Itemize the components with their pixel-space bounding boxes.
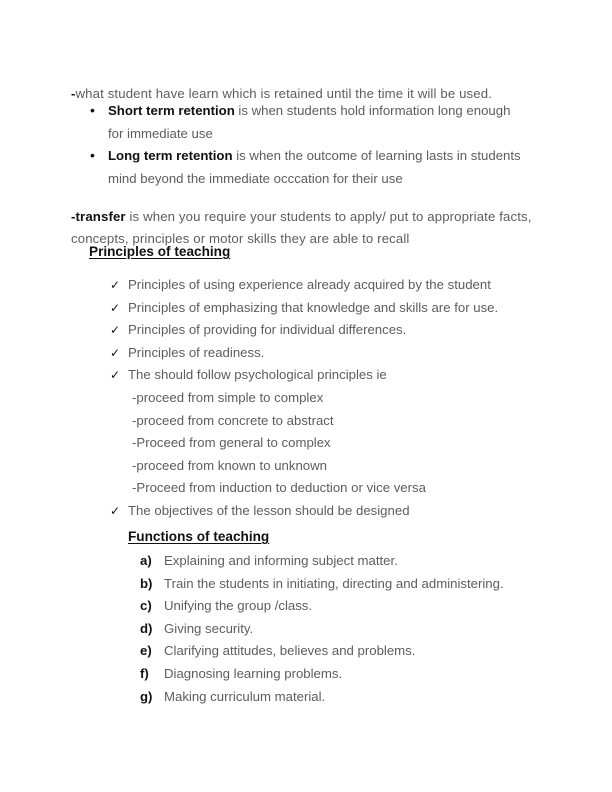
principle-text: Principles of using experience already acquired by the student	[128, 277, 491, 292]
list-item	[110, 319, 550, 342]
check-icon: ✓	[110, 368, 121, 383]
transfer-term: transfer	[75, 209, 126, 225]
list-item	[88, 100, 528, 145]
list-item	[140, 595, 540, 618]
retention-definition: is when the outcome of learning lasts in students mind beyond the immediate occcation for their use	[108, 148, 521, 186]
list-marker: g)	[140, 688, 153, 704]
function-text: Unifying the group /class.	[164, 598, 313, 614]
check-icon: ✓	[110, 300, 121, 315]
bullet-icon: •	[90, 102, 95, 118]
list-item	[110, 342, 550, 365]
retention-term: Short term retention	[108, 103, 235, 118]
principle-text: The objectives of the lesson should be designed	[128, 502, 410, 518]
function-text: Giving security.	[164, 620, 254, 636]
list-item	[110, 297, 550, 320]
list-item	[140, 618, 540, 641]
sub-list	[128, 387, 550, 500]
transfer-dash: -	[71, 209, 76, 225]
list-item	[140, 550, 540, 573]
intro-text: what student have learn which is retained until the time it will be used.	[75, 86, 493, 102]
transfer-text: is when you require your students to apply/ put to appropriate facts, concepts, principles or motor skills they are able to recall	[71, 209, 532, 247]
sub-list-item: -proceed from concrete to abstract	[132, 412, 334, 428]
sub-list-item: -proceed from simple to complex	[132, 389, 324, 405]
list-item	[110, 274, 550, 297]
list-item	[110, 364, 550, 500]
function-text: Clarifying attitudes, believes and problems.	[164, 643, 416, 659]
function-text: Train the students in initiating, directing and administering.	[164, 575, 504, 591]
list-item	[140, 573, 540, 596]
list-item	[140, 640, 540, 663]
bullet-icon: •	[90, 147, 95, 163]
list-marker: d)	[140, 620, 153, 636]
functions-of-teaching-heading: Functions of teaching	[128, 529, 270, 544]
retention-definition: is when students hold information long enough for immediate use	[108, 103, 511, 141]
retention-term: Long term retention	[108, 148, 233, 163]
sub-list-item: -Proceed from induction to deduction or vice versa	[132, 480, 426, 496]
sub-list-item: -proceed from known to unknown	[132, 457, 327, 473]
principles-of-teaching-heading: Principles of teaching	[89, 244, 231, 259]
list-marker: a)	[140, 553, 152, 568]
function-text: Diagnosing learning problems.	[164, 665, 343, 681]
retention-list	[88, 100, 528, 190]
list-item	[140, 686, 540, 709]
check-icon: ✓	[110, 323, 121, 338]
check-icon: ✓	[110, 503, 121, 518]
principle-text: Principles of readiness.	[128, 344, 265, 360]
intro-dash: -	[71, 86, 76, 102]
list-item	[88, 145, 528, 190]
principle-text: Principles of providing for individual differences.	[128, 322, 407, 338]
principles-list	[110, 274, 550, 523]
sub-list-item: -Proceed from general to complex	[132, 435, 331, 451]
function-text: Explaining and informing subject matter.	[164, 553, 398, 568]
check-icon: ✓	[110, 278, 121, 292]
list-marker: f)	[140, 665, 149, 681]
list-item	[140, 663, 540, 686]
function-text: Making curriculum material.	[164, 688, 326, 704]
principle-text: The should follow psychological principles ie	[128, 367, 387, 383]
principle-text: Principles of emphasizing that knowledge and skills are for use.	[128, 299, 499, 315]
list-marker: c)	[140, 598, 152, 614]
list-item	[110, 500, 550, 523]
functions-list	[140, 550, 540, 708]
check-icon: ✓	[110, 345, 121, 360]
list-marker: b)	[140, 575, 153, 591]
list-marker: e)	[140, 643, 152, 659]
